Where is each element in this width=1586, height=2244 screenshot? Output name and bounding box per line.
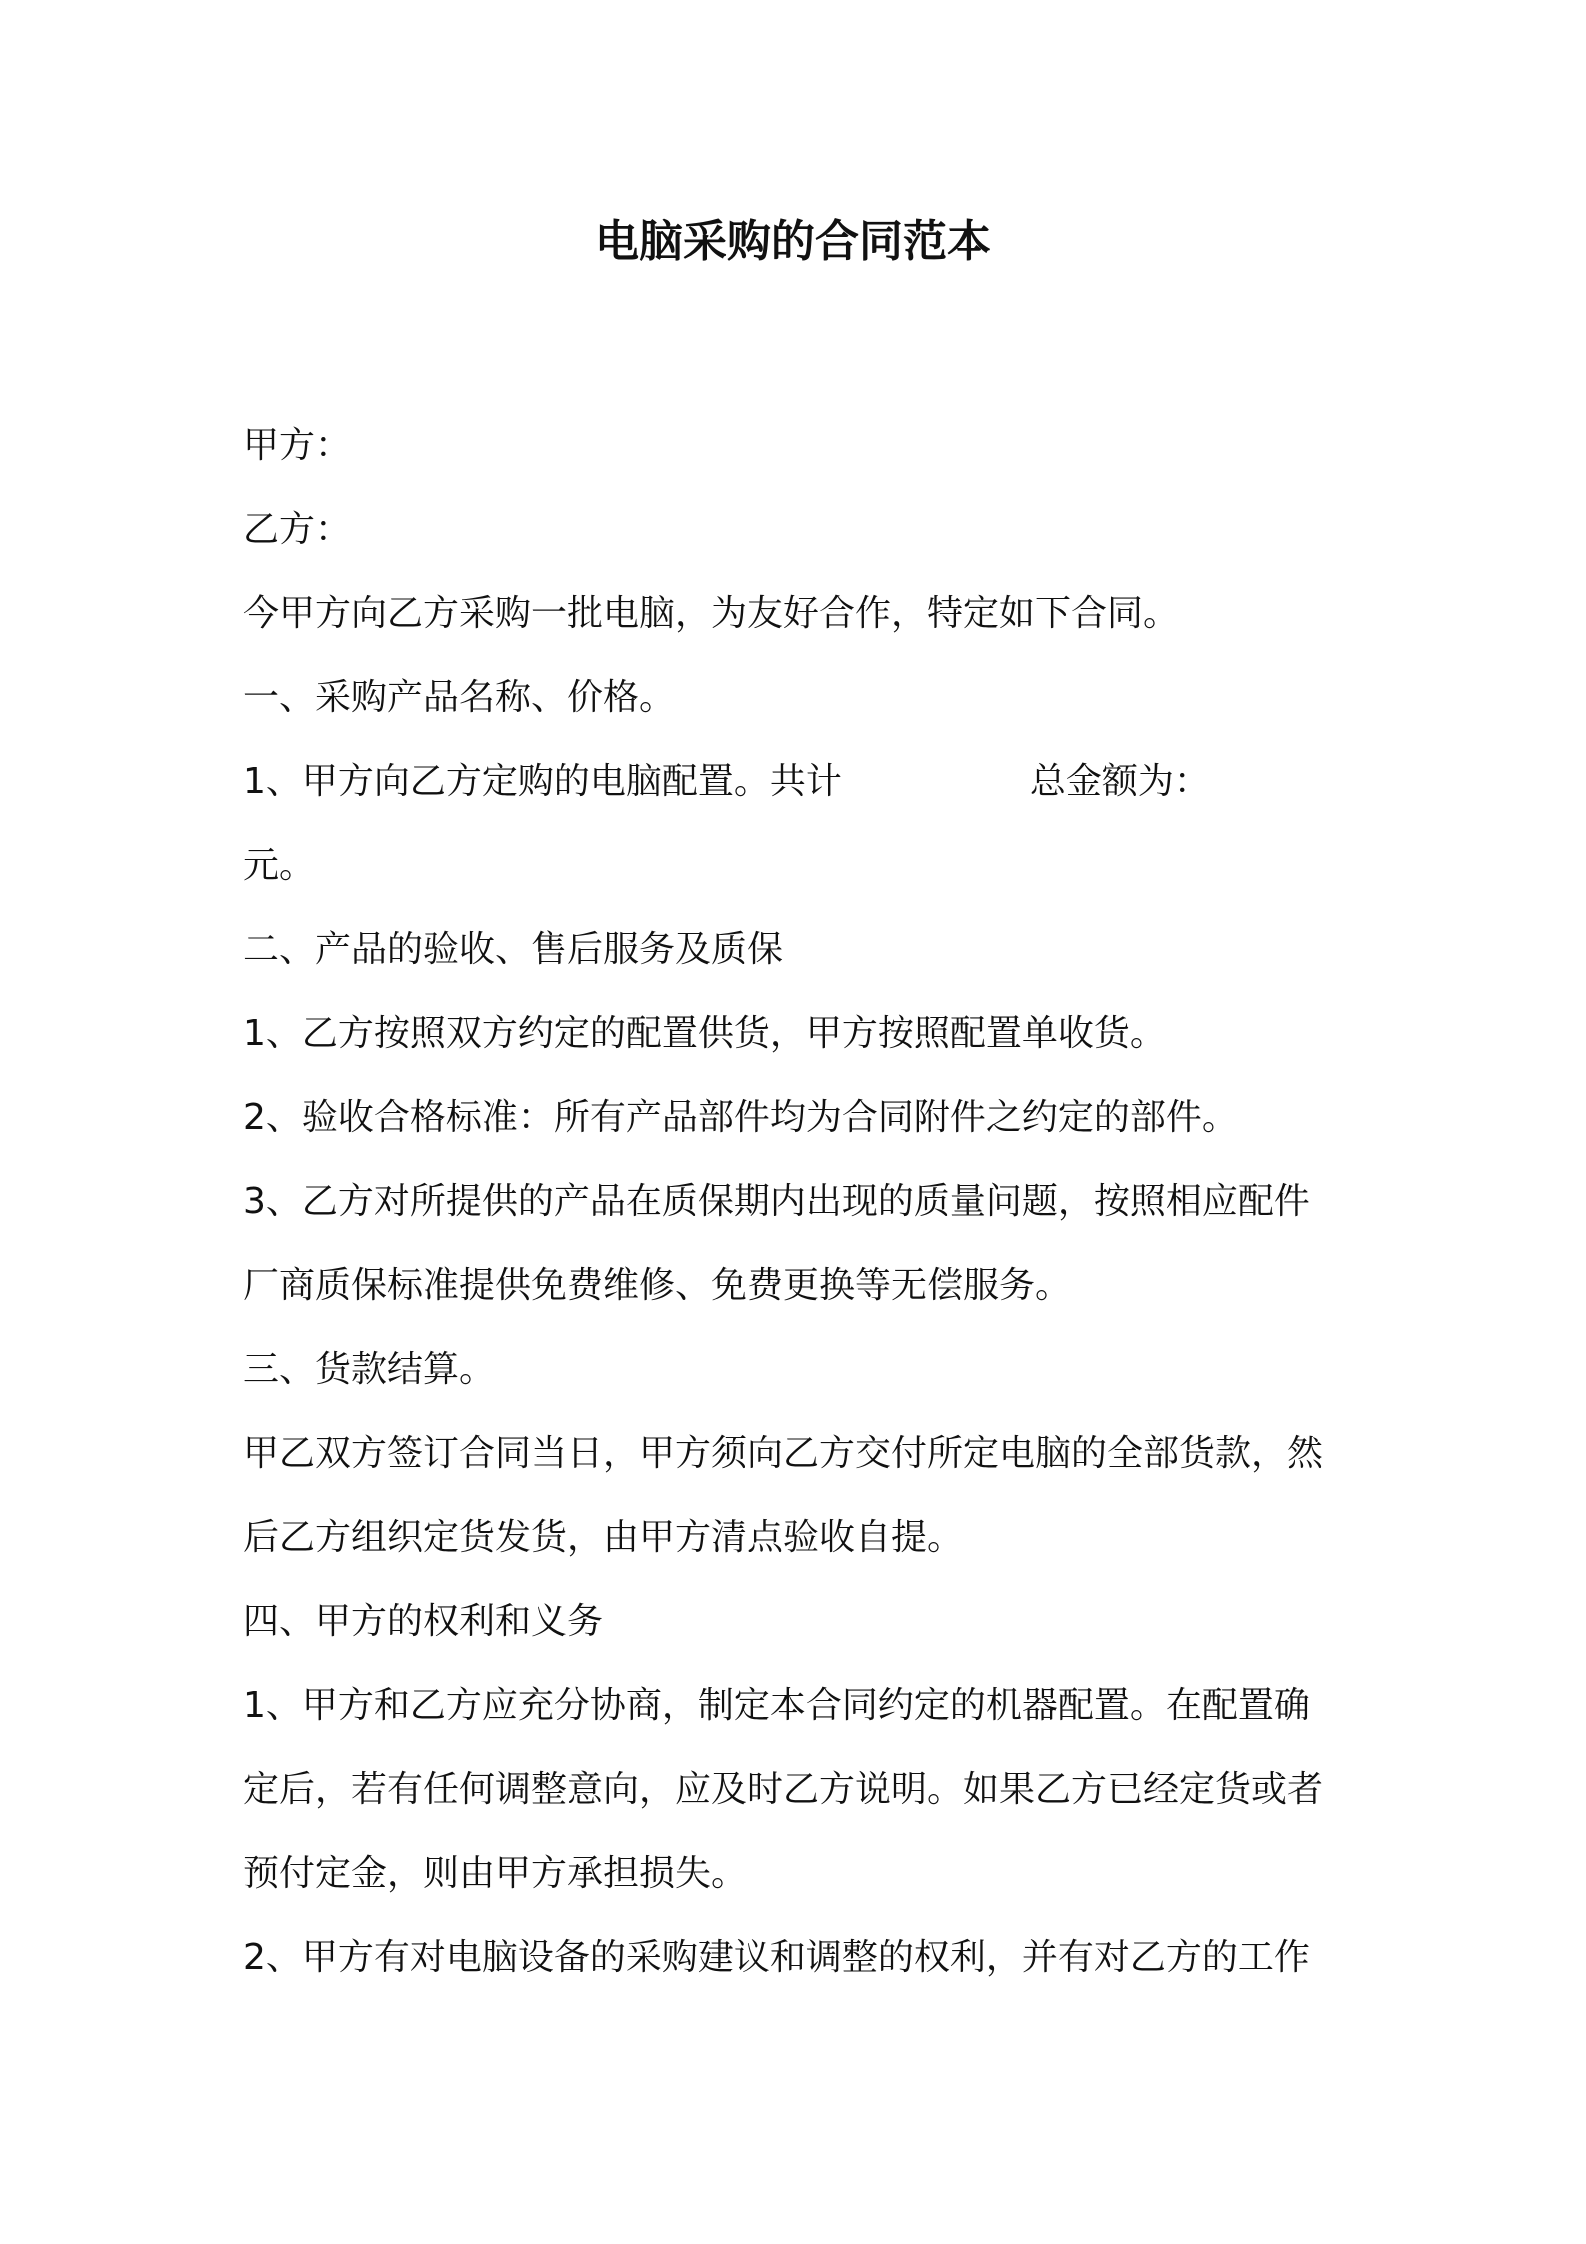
section-3-heading: 三、货款结算。 <box>243 1349 496 1390</box>
party-b-line: 乙方： <box>243 509 352 550</box>
clause-4-2-line-1: 2、甲方有对电脑设备的采购建议和调整的权利，并有对乙方的工作 <box>243 1937 1310 1978</box>
clause-2-2-line: 2、验收合格标准：所有产品部件均为合同附件之约定的部件。 <box>243 1097 1238 1138</box>
section-3-line-2: 后乙方组织定货发货，由甲方清点验收自提。 <box>243 1517 964 1558</box>
clause-1-1-text: 1、甲方向乙方定购的电脑配置。共计 <box>243 761 842 802</box>
clause-4-1-line-3: 预付定金，则由甲方承担损失。 <box>243 1853 748 1894</box>
document-title: 电脑采购的合同范本 <box>595 216 991 267</box>
section-3-line-1: 甲乙双方签订合同当日，甲方须向乙方交付所定电脑的全部货款，然 <box>243 1433 1324 1474</box>
preamble-line: 今甲方向乙方采购一批电脑，为友好合作，特定如下合同。 <box>243 593 1180 634</box>
section-2-heading: 二、产品的验收、售后服务及质保 <box>243 929 784 970</box>
total-amount-label: 总金额为： <box>1029 761 1210 802</box>
section-1-heading: 一、采购产品名称、价格。 <box>243 677 676 718</box>
yuan-line: 元。 <box>243 845 316 886</box>
clause-4-1-line-2: 定后，若有任何调整意向，应及时乙方说明。如果乙方已经定货或者 <box>243 1769 1324 1810</box>
party-a-line: 甲方： <box>243 425 352 466</box>
section-4-heading: 四、甲方的权利和义务 <box>243 1601 604 1642</box>
document-body <box>243 404 1363 2000</box>
clause-2-1-line: 1、乙方按照双方约定的配置供货，甲方按照配置单收货。 <box>243 1013 1166 1054</box>
clause-2-3-line: 3、乙方对所提供的产品在质保期内出现的质量问题，按照相应配件 <box>243 1181 1310 1222</box>
clause-1-1-line <box>243 740 1363 824</box>
clause-4-1-line-1: 1、甲方和乙方应充分协商，制定本合同约定的机器配置。在配置确 <box>243 1685 1310 1726</box>
clause-2-3-line-cont: 厂商质保标准提供免费维修、免费更换等无偿服务。 <box>243 1265 1072 1306</box>
